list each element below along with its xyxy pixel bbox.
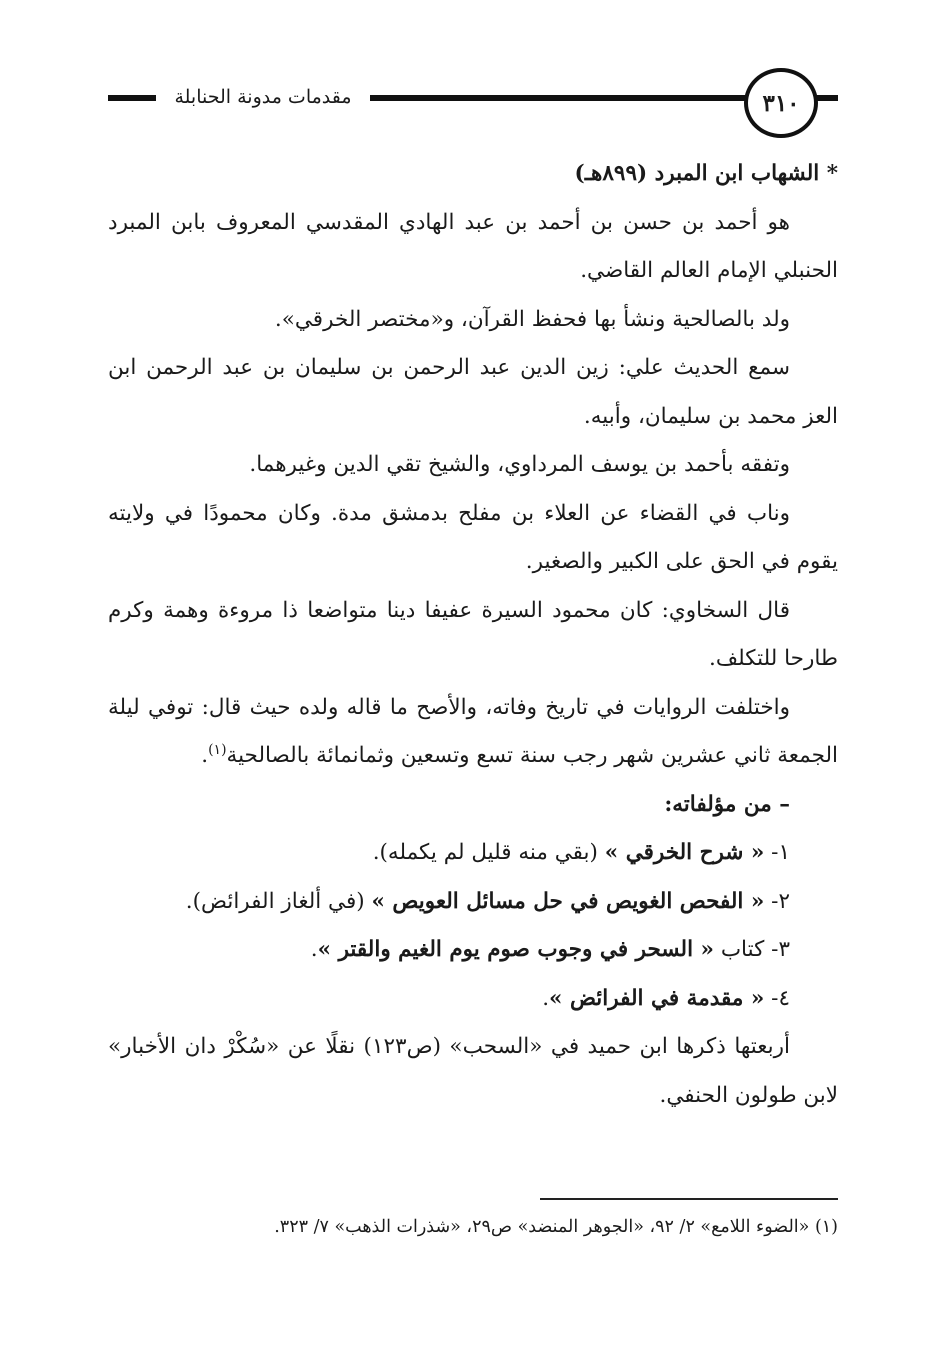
work-item (108, 975, 838, 1024)
work-note: . (310, 937, 318, 962)
closing-line: أربعتها ذكرها ابن حميد في «السحب» (ص١٢٣) نقلًا عن «سُكْرْ دان (184, 1034, 790, 1059)
work-number: ٢- (771, 888, 790, 914)
entry-title: الشهاب ابن المبرد (٨٩٩هـ) (574, 161, 820, 186)
footnote-separator (540, 1198, 838, 1200)
work-note: (بقي منه قليل لم يكمله). (372, 840, 598, 865)
death-line: توفي ليلة الجمعة ثاني عشرين شهر رجب سنة تسع وتسعين وثمانمائة (108, 694, 838, 768)
death-line: بالصالحية (226, 743, 310, 768)
running-header (108, 62, 838, 142)
work-title: « مقدمة في الفرائض » (549, 985, 765, 1011)
running-title: مقدمات مدونة الحنابلة (174, 86, 352, 108)
header-rule-long (370, 95, 746, 101)
closing-line: الأخبار» لابن طولون الحنفي. (108, 1034, 838, 1108)
bio-line: المبرد الحنبلي الإمام العالم القاضي. (108, 209, 838, 283)
bio-line: هو أحمد بن حسن بن أحمد بن عبد الهادي المقدسي المعروف بابن (170, 209, 790, 235)
bio-paragraph (108, 199, 838, 296)
footnote-text: «الضوء اللامع» ٢/ ٩٢، «الجوهر المنضد» ص٢٩، «شذرات الذهب» ٧/ ٣٢٣. (274, 1217, 810, 1237)
work-number: ٤- (771, 985, 790, 1011)
work-item (108, 829, 838, 878)
heard-line: ابن العز محمد بن سليمان، وأبيه. (108, 355, 838, 429)
work-title: « السحر في وجوب صوم يوم الغيم والقتر » (317, 937, 714, 962)
deputy-paragraph (108, 490, 838, 587)
footnote (108, 1212, 838, 1242)
footnote-ref[interactable]: (١) (208, 741, 227, 758)
death-paragraph (108, 684, 838, 781)
work-note: . (542, 985, 550, 1011)
work-item (108, 926, 838, 975)
sakhawi-line: وكرم طارحا للتكلف. (108, 597, 838, 671)
work-title: « الفحص الغويص في حل مسائل العويص » (371, 888, 765, 914)
work-item (108, 878, 838, 927)
footnote-number: (١) (814, 1217, 838, 1237)
star-bullet: * (826, 161, 838, 186)
heard-line: سمع الحديث علي: زين الدين عبد الرحمن بن سليمان بن عبد الرحمن (146, 355, 790, 380)
sakhawi-paragraph (108, 587, 838, 684)
header-rule-short (108, 95, 156, 101)
work-number: ٣- (771, 937, 790, 962)
studied-paragraph: وتفقه بأحمد بن يوسف المرداوي، والشيخ تقي الدين وغيرهما. (249, 452, 790, 477)
work-number: ١- (771, 840, 790, 865)
heard-paragraph (108, 344, 838, 441)
entry-heading (108, 150, 838, 199)
work-prefix: كتاب (720, 937, 765, 962)
page-number: ٣١٠ (762, 89, 800, 117)
sakhawi-line: قال السخاوي: كان محمود السيرة عفيفا دينا متواضعا ذا مروءة وهمة (163, 597, 790, 623)
work-title: « شرح الخرقي » (604, 840, 765, 865)
main-text (108, 150, 838, 1120)
death-line: واختلفت الروايات في تاريخ وفاته، والأصح ما قاله ولده حيث قال: (201, 694, 790, 720)
works-heading: – من مؤلفاته: (664, 791, 790, 817)
work-note: (في ألغاز الفرائض). (185, 888, 365, 914)
deputy-line: وناب في القضاء عن العلاء بن مفلح بدمشق مدة. وكان محمودًا في (164, 500, 791, 526)
deputy-line: ولايته يقوم في الحق على الكبير والصغير. (108, 500, 838, 574)
page-number-badge (744, 68, 818, 138)
death-end: . (201, 743, 209, 768)
born-paragraph: ولد بالصالحية ونشأ بها فحفظ القرآن، و«مختصر الخرقي». (274, 306, 790, 332)
closing-paragraph (108, 1023, 838, 1120)
